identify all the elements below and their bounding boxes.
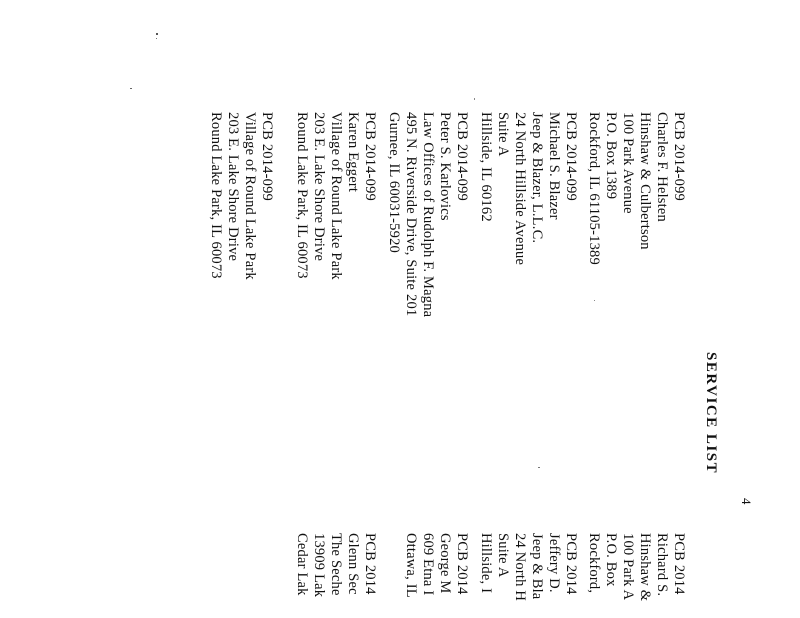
entry-line: 100 Park Avenue bbox=[620, 112, 636, 214]
entry-line: P.O. Box 1389 bbox=[603, 112, 619, 200]
case-number: PCB 2014-099 bbox=[259, 112, 275, 202]
entry-line: The Seche bbox=[328, 533, 344, 596]
entry-line: P.O. Box bbox=[603, 533, 619, 587]
entry-line: Suite A bbox=[495, 112, 511, 157]
case-number: PCB 2014-099 bbox=[362, 112, 378, 202]
entry-line: 24 North H bbox=[512, 533, 528, 602]
entry-line: Glenn Sec bbox=[345, 533, 361, 595]
entry-line: Charles F. Helsten bbox=[654, 112, 670, 222]
entry-line: Jeffery D. bbox=[546, 533, 562, 593]
entry-line: Michael S. Blazer bbox=[546, 112, 562, 220]
entry-line: Law Offices of Rudolph F. Magna bbox=[420, 112, 436, 318]
entry-line: Village of Round Lake Park bbox=[328, 112, 344, 280]
entry-line: 13909 Lak bbox=[311, 533, 327, 598]
entry-line: 609 Etna I bbox=[420, 533, 436, 596]
entry-line: Village of Round Lake Park bbox=[242, 112, 258, 280]
entry-line: Hillside, IL 60162 bbox=[478, 112, 494, 222]
case-number: PCB 2014-099 bbox=[671, 112, 687, 202]
entry-line: Gurnee, IL 60031-5920 bbox=[386, 112, 402, 253]
case-number: PCB 2014 bbox=[671, 533, 687, 595]
page-number: 4 bbox=[739, 498, 754, 505]
case-number: PCB 2014 bbox=[454, 533, 470, 595]
entry-line: 24 North Hillside Avenue bbox=[512, 112, 528, 266]
entry-line: Richard S. bbox=[654, 533, 670, 597]
entry-line: Cedar Lak bbox=[294, 533, 310, 596]
entry-line: Suite A bbox=[495, 533, 511, 578]
entry-line: Jeep & Blazer, L.L.C. bbox=[529, 112, 545, 244]
entry-line: Round Lake Park, IL 60073 bbox=[208, 112, 224, 279]
entry-line: Hinshaw & bbox=[637, 533, 653, 602]
entry-line: Karen Eggert bbox=[345, 112, 361, 193]
entry-line: Hinshaw & Culbertson bbox=[637, 112, 653, 250]
entry-line: George M bbox=[437, 533, 453, 594]
entry-line: Hillside, I bbox=[478, 533, 494, 594]
entry-line: 100 Park A bbox=[620, 533, 636, 601]
case-number: PCB 2014-099 bbox=[454, 112, 470, 202]
entry-line: 203 E. Lake Shore Drive bbox=[225, 112, 241, 262]
document-title: SERVICE LIST bbox=[703, 352, 719, 475]
case-number: PCB 2014-099 bbox=[563, 112, 579, 202]
case-number: PCB 2014 bbox=[362, 533, 378, 595]
entry-line: Rockford, bbox=[586, 533, 602, 594]
entry-line: Round Lake Park, IL 60073 bbox=[294, 112, 310, 279]
entry-line: Jeep & Bla bbox=[529, 533, 545, 600]
case-number: PCB 2014 bbox=[563, 533, 579, 595]
entry-line: 203 E. Lake Shore Drive bbox=[311, 112, 327, 262]
entry-line: Peter S. Karlovics bbox=[437, 112, 453, 221]
entry-line: 495 N. Riverside Drive, Suite 201 bbox=[403, 112, 419, 317]
entry-line: Ottawa, IL bbox=[403, 533, 419, 598]
entry-line: Rockford, IL 61105-1389 bbox=[586, 112, 602, 265]
